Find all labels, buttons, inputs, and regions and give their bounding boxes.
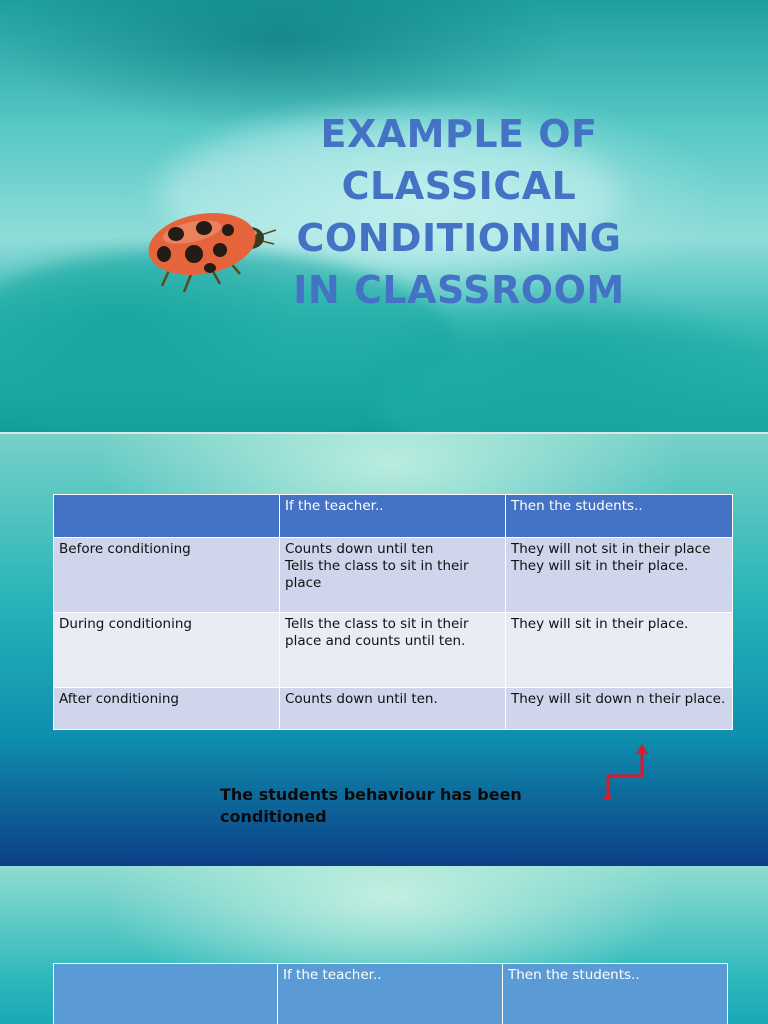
table-row bbox=[54, 538, 733, 613]
cell-line: Tells the class to sit in their place and counts until ten. bbox=[285, 616, 469, 649]
teacher-cell bbox=[280, 613, 506, 688]
cell-line: Counts down until ten bbox=[285, 541, 434, 557]
table-header-cell: If the teacher.. bbox=[278, 964, 503, 1024]
table-header-cell: If the teacher.. bbox=[280, 495, 506, 538]
conditioning-table-slide bbox=[0, 432, 768, 866]
teacher-cell bbox=[280, 538, 506, 613]
slide-separator bbox=[0, 432, 768, 434]
conclusion-text: The students behaviour has been conditioned bbox=[220, 785, 522, 826]
conditioning-table bbox=[53, 494, 733, 730]
row-label-cell: Before conditioning bbox=[54, 538, 280, 613]
table-row bbox=[54, 688, 733, 730]
slide-title-line: EXAMPLE OF bbox=[320, 112, 598, 156]
conditioning-table bbox=[53, 963, 728, 1024]
table-row bbox=[54, 613, 733, 688]
title-slide bbox=[0, 0, 768, 432]
cell-line: They will sit in their place. bbox=[511, 616, 689, 632]
students-cell bbox=[506, 688, 733, 730]
row-label-cell: During conditioning bbox=[54, 613, 280, 688]
slide-title-line: IN CLASSROOM bbox=[293, 268, 625, 312]
ladybug-image bbox=[140, 200, 280, 300]
table-header-cell: Then the students.. bbox=[503, 964, 728, 1024]
conditioning-table-slide-2 bbox=[0, 866, 768, 1024]
table-header-cell bbox=[54, 964, 278, 1024]
slide-title bbox=[268, 108, 650, 316]
cell-line: They will not sit in their place bbox=[511, 541, 711, 557]
table-header-row bbox=[54, 964, 728, 1024]
teacher-cell bbox=[280, 688, 506, 730]
cell-line: They will sit in their place. bbox=[511, 558, 689, 574]
cell-line: Tells the class to sit in their place bbox=[285, 558, 469, 591]
slide-title-line: CONDITIONING bbox=[296, 216, 622, 260]
cell-line: Counts down until ten. bbox=[285, 691, 438, 707]
slide-title-line: CLASSICAL bbox=[341, 164, 577, 208]
students-cell bbox=[506, 613, 733, 688]
table-header-cell bbox=[54, 495, 280, 538]
cell-line: They will sit down n their place. bbox=[511, 691, 726, 707]
row-label-cell: After conditioning bbox=[54, 688, 280, 730]
students-cell bbox=[506, 538, 733, 613]
table-header-row bbox=[54, 495, 733, 538]
table-header-cell: Then the students.. bbox=[506, 495, 733, 538]
